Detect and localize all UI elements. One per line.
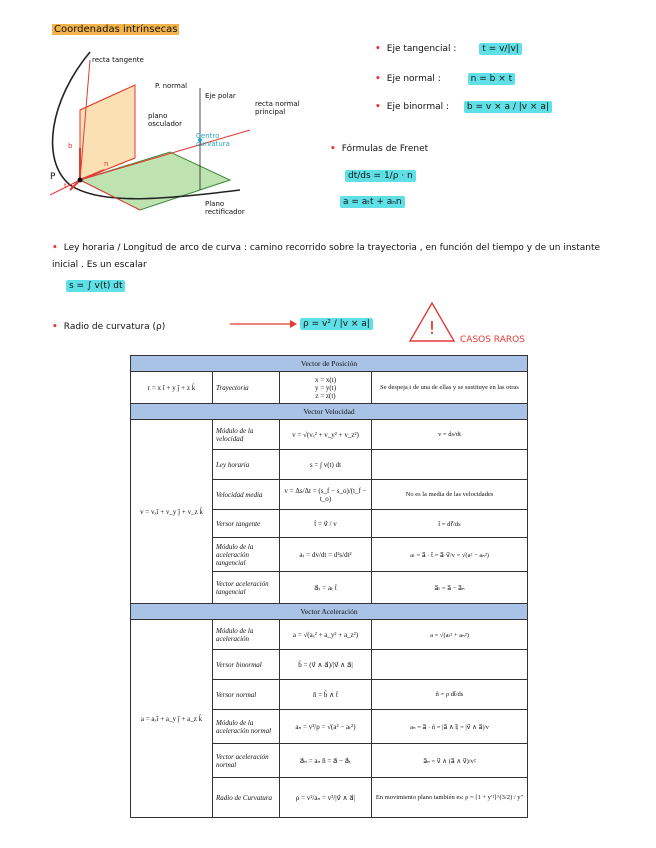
- eje-normal: • Eje normal : n = b × t: [375, 74, 515, 84]
- radio-label: • Radio de curvatura (ρ): [52, 322, 166, 332]
- formula-cell: v = ds/dt: [372, 420, 528, 450]
- label-plano-osculador: plano osculador: [148, 112, 183, 128]
- frenet-formula-1: dt/ds = 1/ρ · n: [345, 170, 416, 182]
- section-velocidad: Vector Velocidad: [131, 404, 528, 420]
- table-row: Versor normal: [213, 680, 280, 710]
- acc-vector: a = aₓî + a_y ĵ + a_z k̂: [131, 620, 213, 818]
- label-eje-polar: Eje polar: [205, 92, 236, 100]
- formula-cell: En movimiento plano también es: ρ = [1 + y′²]^(3/2) / y″: [372, 778, 528, 818]
- kinematics-table: [130, 355, 528, 818]
- formula-cell: v = √(vₓ² + v_y² + v_z²): [280, 420, 372, 450]
- table-row: Ley horaria: [213, 450, 280, 480]
- formula-cell: a⃗ₜ = aₜ t̂: [280, 572, 372, 604]
- table-row: Módulo de la aceleración tangencial: [213, 538, 280, 572]
- formula-cell: a = √(aₓ² + a_y² + a_z²): [280, 620, 372, 650]
- arrow-icon: [228, 318, 298, 330]
- formula-cell: aₙ = v²/ρ = √(a² − aₜ²): [280, 710, 372, 744]
- formula-cell: aₜ = dv/dt = d²s/dt²: [280, 538, 372, 572]
- table-row: Módulo de la velocidad: [213, 420, 280, 450]
- warning-glyph: !: [428, 318, 436, 339]
- formula-cell: t̂ = dr⃗/ds: [372, 510, 528, 538]
- casos-raros-label: CASOS RAROS: [460, 335, 525, 345]
- vel-vector: v = vₓî + v_y ĵ + v_z k̂: [131, 420, 213, 604]
- formula-cell: a⃗ₙ = v⃗ ∧ (a⃗ ∧ v⃗)/v²: [372, 744, 528, 778]
- eje-tangencial: • Eje tangencial : t = v/|v|: [375, 44, 522, 54]
- formula-cell: s = ∫ v(t) dt: [280, 450, 372, 480]
- formula-cell: t̂ = v⃗ / v: [280, 510, 372, 538]
- ley-horaria-formula: s = ∫ v(t) dt: [66, 280, 125, 292]
- table-row: Versor binormal: [213, 650, 280, 680]
- formula-cell: a⃗ₙ = aₙ n̂ = a⃗ − a⃗ₜ: [280, 744, 372, 778]
- table-row: Radio de Curvatura: [213, 778, 280, 818]
- page-title: Coordenadas intrínsecas: [54, 24, 178, 35]
- formula-cell: a = √(aₜ² + aₙ²): [372, 620, 528, 650]
- formula-cell: ρ = v²/aₙ = v³/|v⃗ ∧ a⃗|: [280, 778, 372, 818]
- formula-cell: aₜ = a⃗ · t̂ = a⃗·v⃗/v = √(a² − aₙ²): [372, 538, 528, 572]
- table-row: Versor tangente: [213, 510, 280, 538]
- formula-cell: v = Δs/Δt = (s_f − s_o)/(t_f − t_o): [280, 480, 372, 510]
- formula-cell: No es la media de las velocidades: [372, 480, 528, 510]
- formula-cell: n̂ = b̂ ∧ t̂: [280, 680, 372, 710]
- formula-cell: n̂ = ρ dt̂/ds: [372, 680, 528, 710]
- formula-cell: a⃗ₜ = a⃗ − a⃗ₙ: [372, 572, 528, 604]
- trayectoria-note: Se despeja t de una de ellas y se sustituye en las otras: [372, 372, 528, 404]
- warning-icon: [408, 300, 456, 344]
- frenet-label: • Fórmulas de Frenet: [330, 144, 429, 154]
- label-p-normal: P. normal: [155, 82, 188, 90]
- formula-cell: b̂ = (v⃗ ∧ a⃗)/|v⃗ ∧ a⃗|: [280, 650, 372, 680]
- label-vec-n: n: [104, 160, 109, 168]
- table-row: Velocidad media: [213, 480, 280, 510]
- section-aceleracion: Vector Aceleración: [131, 604, 528, 620]
- label-recta-normal-principal: recta normal principal: [255, 100, 300, 116]
- trayectoria-label: Trayectoria: [213, 372, 280, 404]
- formula-cell: aₙ = a⃗ · n̂ = |a⃗ ∧ t̂| = |v⃗ ∧ a⃗|/v: [372, 710, 528, 744]
- formula-cell: [372, 450, 528, 480]
- radio-formula: ρ = v² / |v × a|: [300, 318, 373, 330]
- label-plano-rectificador: Plano rectificador: [205, 200, 245, 216]
- section-posicion: Vector de Posición: [131, 356, 528, 372]
- table-row: Módulo de la aceleración: [213, 620, 280, 650]
- table-row: Vector aceleración normal: [213, 744, 280, 778]
- table-row: Módulo de la aceleración normal: [213, 710, 280, 744]
- label-vec-t: t: [64, 182, 67, 190]
- frenet-diagram: [40, 40, 300, 240]
- pos-vector: r = x î + y ĵ + z k̂: [131, 372, 213, 404]
- ley-horaria-text: • Ley horaria / Longitud de arco de curva : camino recorrido sobre la trayectoria , en función del tiempo y de un instante inicial . Es un escalar: [52, 243, 601, 271]
- table-row: Vector aceleración tangencial: [213, 572, 280, 604]
- formula-cell: [372, 650, 528, 680]
- frenet-formula-2: a = aₜt + aₙn: [340, 196, 405, 208]
- trayectoria-formulas: x = x(t) y = y(t) z = z(t): [280, 372, 372, 404]
- eje-binormal: • Eje binormal : b = v × a / |v × a|: [375, 102, 552, 112]
- label-vec-b: b: [68, 142, 73, 150]
- label-recta-tangente: recta tangente: [92, 56, 144, 64]
- label-centro-curvatura: Centro curvatura: [196, 132, 230, 148]
- label-point-p: P: [50, 172, 56, 182]
